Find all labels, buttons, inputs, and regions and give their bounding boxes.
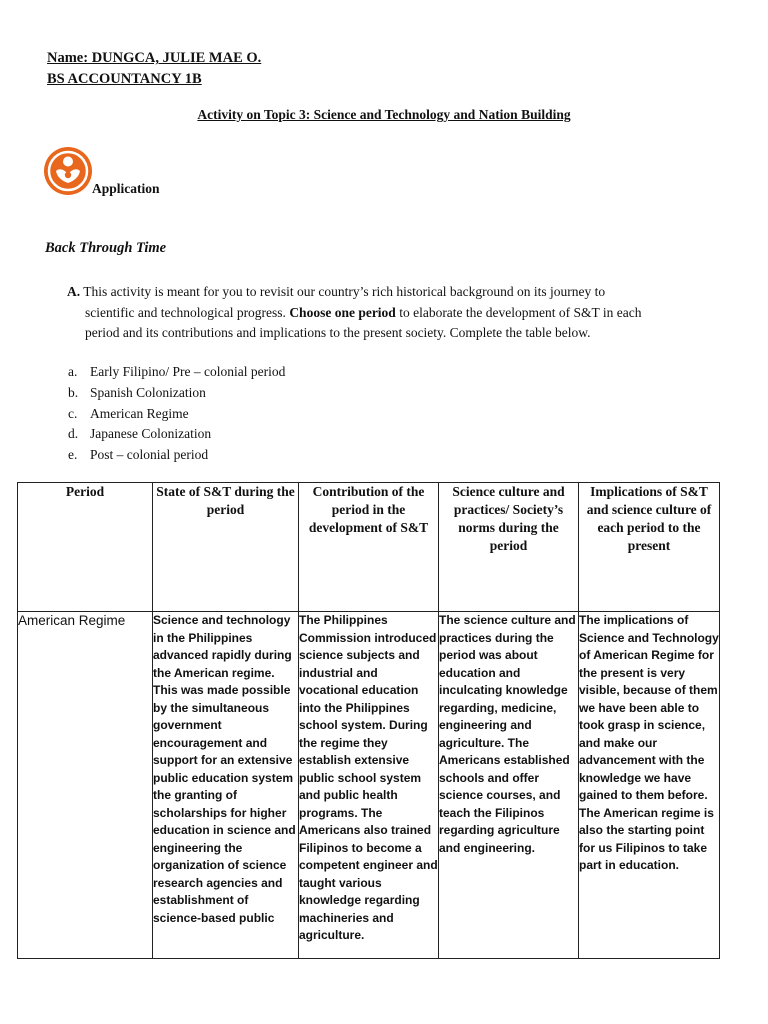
activity-title: Activity on Topic 3: Science and Technology and Nation Building <box>197 107 571 122</box>
instruction-text-1: This activity is meant for you to revisit our country’s rich historical background on its journey to <box>80 284 606 299</box>
header-implications: Implications of S&T and science culture of each period to the present <box>579 483 720 612</box>
header-state: State of S&T during the period <box>153 483 299 612</box>
instruction-bold: Choose one period <box>289 304 396 320</box>
instruction-marker: A. <box>67 284 81 299</box>
instruction-text-4: period and its contributions and implications to the present society. Complete the table below. <box>85 325 591 340</box>
cell-culture: The science culture and practices during the period was about education and inculcating knowledge regarding, medicine, engineering and agriculture. The Americans established schools and offer science courses, and teach the Filipinos regarding agriculture and engineering. <box>439 612 579 959</box>
header-contribution: Contribution of the period in the development of S&T <box>299 483 439 612</box>
table-row <box>18 612 720 959</box>
student-header <box>47 48 261 90</box>
list-item: d. Japanese Colonization <box>68 426 212 442</box>
st-table <box>17 482 720 959</box>
list-item: b. Spanish Colonization <box>68 384 206 400</box>
header-culture: Science culture and practices/ Society’s norms during the period <box>439 483 579 612</box>
list-item: e. Post – colonial period <box>68 447 209 463</box>
student-program: BS ACCOUNTANCY 1B <box>47 71 202 87</box>
cell-period: American Regime <box>18 612 153 959</box>
instruction-text-3: to elaborate the development of S&T in each <box>395 304 642 320</box>
list-item: c. American Regime <box>68 405 189 421</box>
cell-state: Science and technology in the Philippines advanced rapidly during the American regime. This was made possible by the simultaneous government encouragement and support for an extensive public education system the granting of scholarships for higher education in science and engineering the organization of science research agencies and establishment of science-based public <box>153 612 299 959</box>
cell-implications: The implications of Science and Technology of American Regime for the present is very visible, because of them we have been able to took grasp in science, and make our advancement with the knowledge we have gained to them before. The American regime is also the starting point for us Filipinos to take part in education. <box>579 612 720 959</box>
student-name: Name: DUNGCA, JULIE MAE O. <box>47 50 262 66</box>
section-subtitle: Back Through Time <box>45 240 167 256</box>
list-item: a. Early Filipino/ Pre – colonial period <box>68 364 286 379</box>
period-list <box>68 362 285 466</box>
instruction-text-2: scientific and technological progress. <box>85 304 290 320</box>
cell-contribution: The Philippines Commission introduced science subjects and industrial and vocational education into the Philippines school system. During the regime they establish extensive public school system and public health programs. The Americans also trained Filipinos to become a competent engineer and taught various knowledge regarding machineries and agriculture. <box>299 612 439 959</box>
table-header-row <box>18 483 720 612</box>
section-label: Application <box>92 181 160 196</box>
instructions <box>67 282 727 344</box>
header-period: Period <box>18 483 153 612</box>
person-icon <box>43 146 93 196</box>
